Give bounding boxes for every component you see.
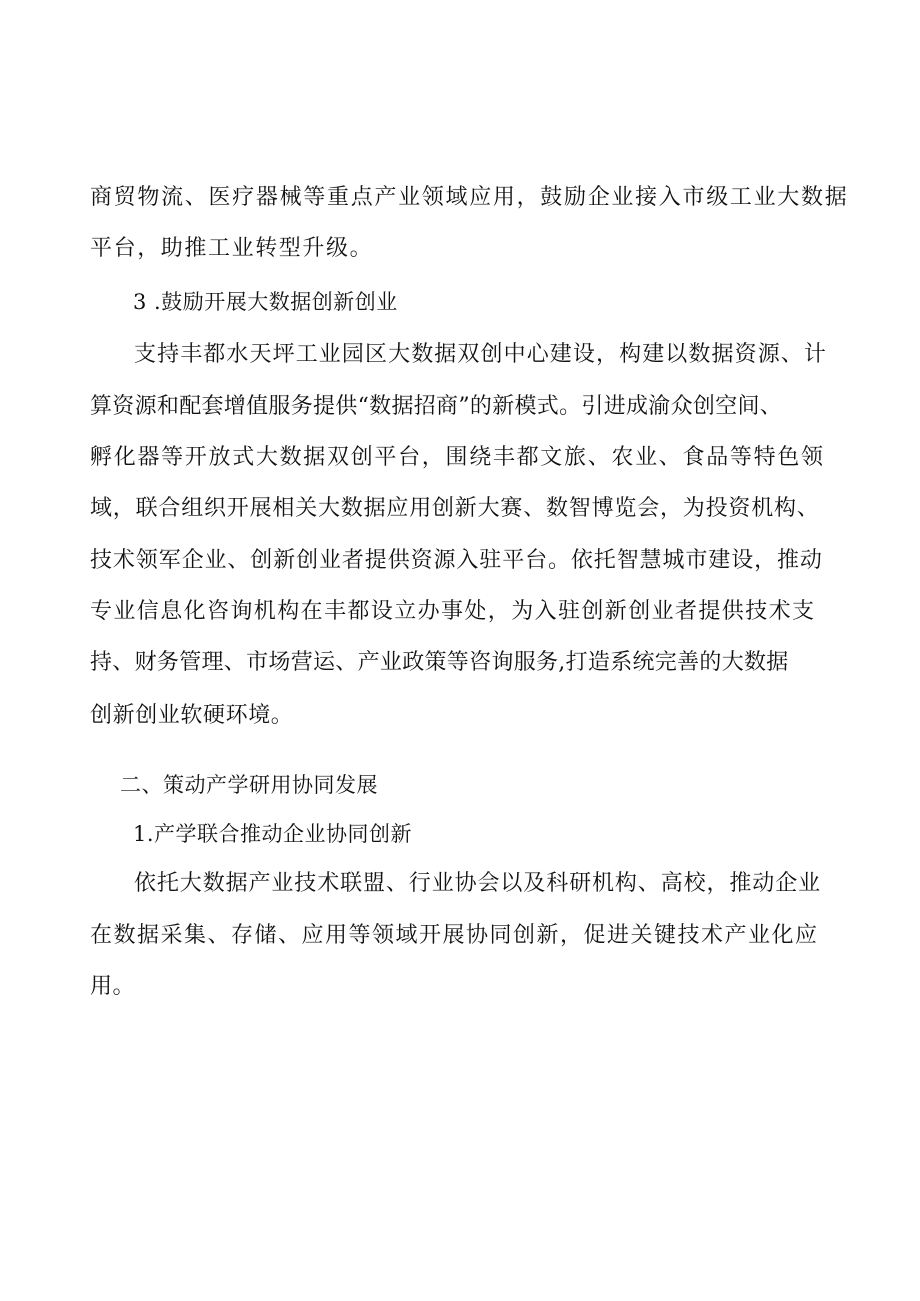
part-heading: 二、策动产学研用协同发展 — [120, 773, 378, 797]
paragraph-line: 支持丰都水天坪工业园区大数据双创中心建设，构建以数据资源、计 — [134, 342, 828, 367]
paragraph-line: 持、财务管理、市场营运、产业政策等咨询服务,打造系统完善的大数据 — [90, 650, 789, 675]
paragraph-line: 算资源和配套增值服务提供“数据招商”的新模式。引进成渝众创空间、 — [90, 394, 783, 419]
paragraph-line: 在数据采集、存储、应用等领域开展协同创新，促进关键技术产业化应 — [90, 923, 819, 948]
paragraph-line: 创新创业软硬环境。 — [90, 703, 294, 728]
paragraph-line: 用。 — [90, 974, 136, 999]
paragraph-line: 孵化器等开放式大数据双创平台，围绕丰都文旅、农业、食品等特色领 — [90, 445, 825, 470]
paragraph-line: 商贸物流、医疗器械等重点产业领域应用，鼓励企业接入市级工业大数据 — [90, 185, 849, 210]
section-heading: 3 .鼓励开展大数据创新创业 — [133, 290, 398, 314]
paragraph-line: 域，联合组织开展相关大数据应用创新大赛、数智博览会，为投资机构、 — [90, 496, 820, 521]
paragraph-line: 技术领军企业、创新创业者提供资源入驻平台。依托智慧城市建设，推动 — [90, 548, 823, 573]
paragraph-line: 依托大数据产业技术联盟、行业协会以及科研机构、高校，推动企业 — [134, 871, 822, 896]
paragraph-line: 平台，助推工业转型升级。 — [90, 236, 374, 261]
paragraph-line: 专业信息化咨询机构在丰都设立办事处，为入驻创新创业者提供技术支 — [90, 599, 816, 624]
subsection-heading: 1.产学联合推动企业协同创新 — [133, 822, 413, 846]
